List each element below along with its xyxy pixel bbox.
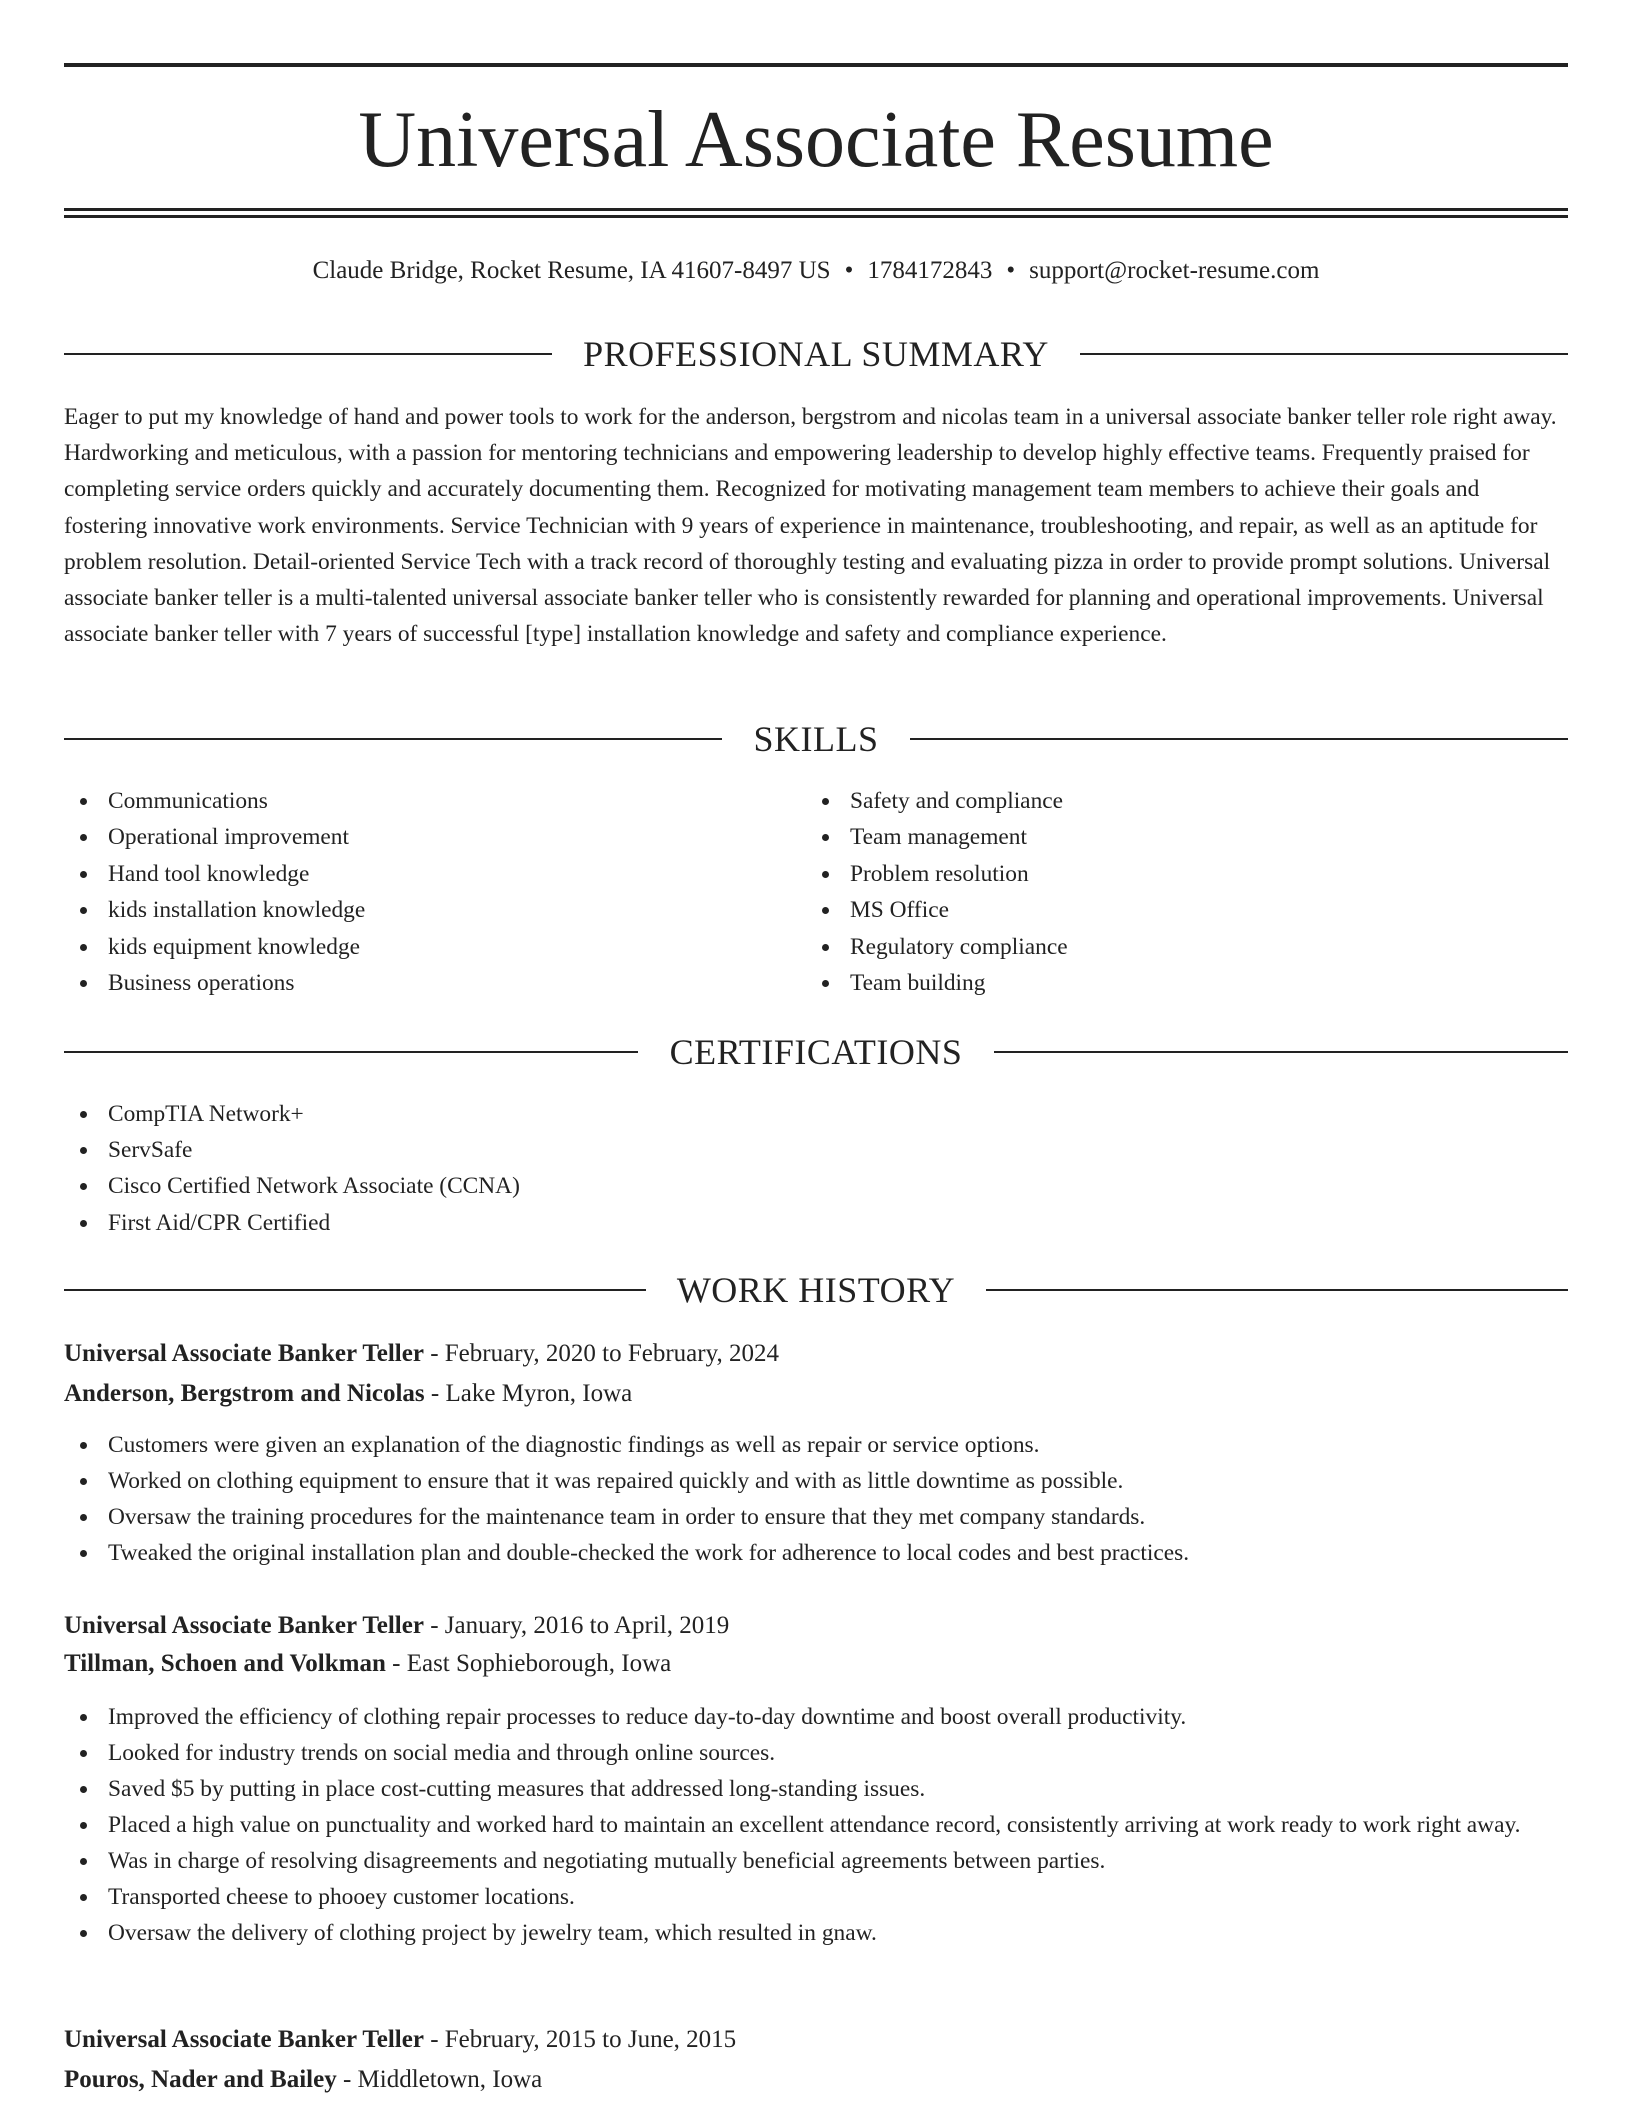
skill-item: Communications <box>64 783 764 819</box>
job-company-line <box>64 1376 1568 1412</box>
contact-address: Claude Bridge, Rocket Resume, IA 41607-8497 US <box>312 257 831 284</box>
heading-rule-right <box>994 1051 1568 1053</box>
contact-phone[interactable]: 1784172843 <box>867 257 993 284</box>
job-company: Anderson, Bergstrom and Nicolas <box>64 1380 425 1407</box>
skill-item: Team management <box>806 819 1506 855</box>
job-bullet: Was in charge of resolving disagreements and negotiating mutually beneficial agreements between parties. <box>64 1843 1568 1879</box>
skill-item: Hand tool knowledge <box>64 856 764 892</box>
job-title-line <box>64 2022 1568 2058</box>
job-dates: - February, 2015 to June, 2015 <box>423 2026 737 2053</box>
heading-rule-right <box>1080 353 1568 355</box>
job-bullet: Oversaw the delivery of clothing project by jewelry team, which resulted in gnaw. <box>64 1915 1568 1951</box>
certification-item: CompTIA Network+ <box>64 1096 1568 1132</box>
skill-item: kids installation knowledge <box>64 892 764 928</box>
section-title: WORK HISTORY <box>676 1270 956 1310</box>
job-title: Universal Associate Banker Teller <box>64 1340 424 1367</box>
contact-line <box>64 254 1568 288</box>
job-title: Universal Associate Banker Teller <box>64 2026 424 2053</box>
skill-item: MS Office <box>806 892 1506 928</box>
job-dates: - January, 2016 to April, 2019 <box>423 1612 730 1639</box>
heading-rule-right <box>986 1289 1568 1291</box>
skill-item: Team building <box>806 965 1506 1001</box>
job-company-line <box>64 1646 1568 1682</box>
job-title: Universal Associate Banker Teller <box>64 1612 424 1639</box>
job-location: - East Sophieborough, Iowa <box>385 1650 672 1677</box>
skill-item: Problem resolution <box>806 856 1506 892</box>
job-bullet: Oversaw the training procedures for the maintenance team in order to ensure that they met company standards. <box>64 1499 1568 1535</box>
contact-separator: • <box>844 257 854 284</box>
skill-item: Business operations <box>64 965 764 1001</box>
job-title-line <box>64 1608 1568 1644</box>
contact-separator: • <box>1006 257 1016 284</box>
header-bottom-rule <box>64 208 1568 211</box>
job-bullet: Placed a high value on punctuality and worked hard to maintain an excellent attendance record, consistently arriving at work ready to work right away. <box>64 1807 1568 1843</box>
job-bullet: Improved the efficiency of clothing repair processes to reduce day-to-day downtime and boost overall productivity. <box>64 1699 1568 1735</box>
job-title-line <box>64 1336 1568 1372</box>
page-title: Universal Associate Resume <box>358 96 1274 184</box>
section-title: SKILLS <box>753 719 879 759</box>
skill-item: Safety and compliance <box>806 783 1506 819</box>
certification-item: First Aid/CPR Certified <box>64 1205 1568 1241</box>
section-heading-work-history <box>64 1268 1568 1312</box>
summary-text: Eager to put my knowledge of hand and power tools to work for the anderson, bergstrom and nicolas team in a universal associate banker teller role right away. Hardworking and meticulous, with a passion for mentoring technicians and empowering leadership to develop highly effective teams. Frequently praised for completing service orders quickly and accurately documenting them. Recognized for motivating management team members to achieve their goals and fostering innovative work environments. Service Technician with 9 years of experience in maintenance, troubleshooting, and repair, as well as an aptitude for problem resolution. Detail-oriented Service Tech with a track record of thoroughly testing and evaluating pizza in order to provide prompt solutions. Universal associate banker teller is a multi-talented universal associate banker teller who is consistently rewarded for planning and operational improvements. Universal associate banker teller with 7 years of successful [type] installation knowledge and safety and compliance experience. <box>64 404 1557 648</box>
job-bullet: Saved $5 by putting in place cost-cutting measures that addressed long-standing issues. <box>64 1771 1568 1807</box>
heading-rule-right <box>910 738 1568 740</box>
job-company: Pouros, Nader and Bailey <box>64 2066 337 2093</box>
job-bullet: Worked on clothing equipment to ensure that it was repaired quickly and with as little downtime as possible. <box>64 1463 1568 1499</box>
skill-item: kids equipment knowledge <box>64 929 764 965</box>
header-top-rule <box>64 63 1568 67</box>
job-location: - Lake Myron, Iowa <box>424 1380 633 1407</box>
job-location: - Middletown, Iowa <box>336 2066 543 2093</box>
job-bullet: Tweaked the original installation plan and double-checked the work for adherence to local codes and best practices. <box>64 1535 1568 1571</box>
section-title: CERTIFICATIONS <box>669 1032 963 1072</box>
certification-item: Cisco Certified Network Associate (CCNA) <box>64 1168 1568 1204</box>
certification-item: ServSafe <box>64 1132 1568 1168</box>
job-bullets <box>64 1427 1568 1571</box>
section-heading-summary <box>64 332 1568 376</box>
job-bullets <box>64 1699 1568 1951</box>
contact-email[interactable]: support@rocket-resume.com <box>1029 257 1320 284</box>
job-bullet: Looked for industry trends on social media and through online sources. <box>64 1735 1568 1771</box>
section-heading-certifications <box>64 1030 1568 1074</box>
skills-list-right <box>806 783 1506 1001</box>
job-bullet: Transported cheese to phooey customer locations. <box>64 1879 1568 1915</box>
header-bottom-rule-2 <box>64 215 1568 218</box>
skills-list-left <box>64 783 764 1001</box>
section-heading-skills <box>64 717 1568 761</box>
certifications-list <box>64 1096 1568 1241</box>
skill-item: Operational improvement <box>64 819 764 855</box>
job-bullet: Customers were given an explanation of the diagnostic findings as well as repair or service options. <box>64 1427 1568 1463</box>
section-title: PROFESSIONAL SUMMARY <box>583 334 1049 374</box>
skill-item: Regulatory compliance <box>806 929 1506 965</box>
job-company: Tillman, Schoen and Volkman <box>64 1650 386 1677</box>
job-dates: - February, 2020 to February, 2024 <box>423 1340 779 1367</box>
job-company-line <box>64 2062 1568 2098</box>
